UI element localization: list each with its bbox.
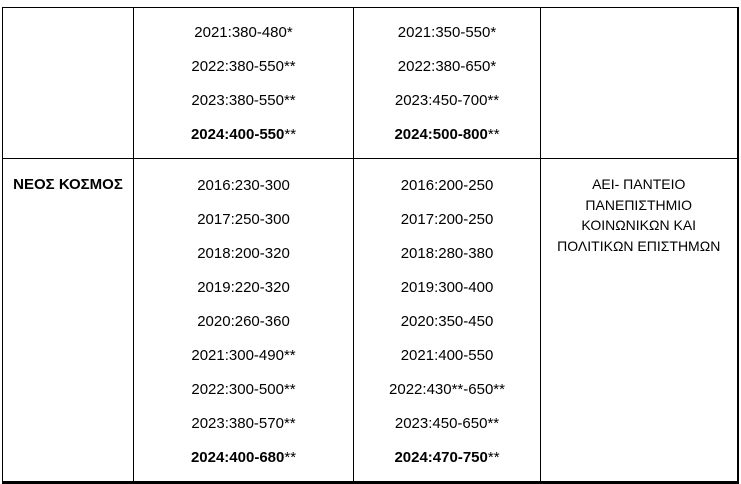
rent-range-line [134, 124, 353, 145]
rent-range-cell [134, 159, 354, 483]
rent-range-text: 2017:200-250 [400, 211, 494, 228]
rent-range-cell [354, 159, 541, 483]
rent-range-line [134, 345, 353, 366]
rent-range-text: 2021:300-490 [191, 347, 284, 364]
university-name-line: ΑΕΙ- ΠΑΝΤΕΙΟ [592, 176, 686, 192]
rent-range-note: * [286, 24, 293, 41]
university-cell [541, 159, 738, 483]
university-name [541, 159, 737, 256]
rent-range-text: 2017:250-300 [197, 211, 290, 228]
rent-range-line [134, 379, 353, 400]
rent-range-line [354, 175, 540, 196]
rent-range-line [354, 22, 540, 43]
rent-range-line [134, 311, 353, 332]
rent-range-note: ** [284, 126, 297, 143]
rent-range-line [134, 90, 353, 111]
rent-range-text: 2022:380-550 [191, 58, 284, 75]
area-name: ΝΕΟΣ ΚΟΣΜΟΣ [13, 176, 123, 193]
rent-range-text: 2020:260-360 [197, 313, 290, 330]
rent-range-text: 2021:350-550 [397, 24, 491, 41]
rent-range-line [134, 413, 353, 434]
rent-range-line [354, 56, 540, 77]
rent-range-note: ** [487, 415, 500, 432]
rent-range-text: 2016:200-250 [400, 177, 494, 194]
rent-range-line [354, 243, 540, 264]
rent-range-text: 2020:350-450 [400, 313, 494, 330]
rent-range-text: 2024:400-550 [190, 126, 285, 143]
rent-range-note: ** [487, 449, 500, 466]
rent-range-note: ** [283, 347, 296, 364]
rent-range-note: ** [283, 58, 296, 75]
table-row [3, 159, 738, 483]
rent-range-line [354, 124, 540, 145]
rent-range-text: 2019:300-400 [400, 279, 494, 296]
rent-range-note: * [490, 58, 497, 75]
rent-range-line [354, 90, 540, 111]
rent-range-line [134, 277, 353, 298]
rent-range-text: 2023:380-570 [191, 415, 284, 432]
rent-range-note: ** [487, 126, 500, 143]
university-name-line: ΠΑΝΕΠΙΣΤΗΜΙΟ [585, 196, 693, 213]
rent-range-note: * [490, 24, 497, 41]
rent-range-line [134, 175, 353, 196]
rent-range-cell [134, 8, 354, 159]
rent-range-text: 2018:280-380 [400, 245, 494, 262]
rent-range-text: 2024:500-800 [394, 126, 488, 143]
rent-range-text: 2023:450-700 [394, 92, 488, 109]
rent-range-line [354, 277, 540, 298]
rent-range-line [354, 447, 540, 468]
rent-range-line [354, 413, 540, 434]
rent-range-line [354, 345, 540, 366]
rent-range-note: ** [284, 449, 297, 466]
rent-range-text: 2018:200-320 [197, 245, 290, 262]
rent-range-text: 2022:430**-650** [389, 381, 505, 398]
rent-price-table [2, 7, 739, 484]
university-name-line: ΚΟΙΝΩΝΙΚΩΝ ΚΑΙ [581, 217, 697, 233]
rent-range-text: 2016:230-300 [197, 177, 290, 194]
area-cell [3, 159, 134, 483]
university-name-line: ΠΟΛΙΤΙΚΩΝ ΕΠΙΣΤΗΜΩΝ [557, 237, 721, 254]
rent-range-text: 2022:300-500 [191, 381, 284, 398]
rent-range-text: 2024:470-750 [394, 449, 488, 466]
rent-range-line [134, 209, 353, 230]
rent-range-note: ** [283, 415, 296, 432]
rent-range-cell [354, 8, 541, 159]
rent-range-line [354, 311, 540, 332]
rent-range-text: 2023:450-650 [394, 415, 488, 432]
rent-range-line [354, 209, 540, 230]
rent-range-text: 2023:380-550 [191, 92, 284, 109]
rent-range-line [354, 379, 540, 400]
rent-range-text: 2021:380-480 [194, 24, 287, 41]
rent-range-note: ** [487, 92, 500, 109]
rent-range-text: 2021:400-550 [400, 347, 494, 364]
rent-range-note: ** [283, 92, 296, 109]
rent-range-note: ** [283, 381, 296, 398]
rent-range-line [134, 56, 353, 77]
rent-range-line [134, 447, 353, 468]
university-cell-empty [541, 8, 738, 159]
area-cell-empty [3, 8, 134, 159]
rent-range-text: 2019:220-320 [197, 279, 290, 296]
table-row [3, 8, 738, 159]
rent-range-text: 2024:400-680 [190, 449, 285, 466]
rent-range-text: 2022:380-650 [397, 58, 491, 75]
rent-range-line [134, 22, 353, 43]
rent-range-line [134, 243, 353, 264]
